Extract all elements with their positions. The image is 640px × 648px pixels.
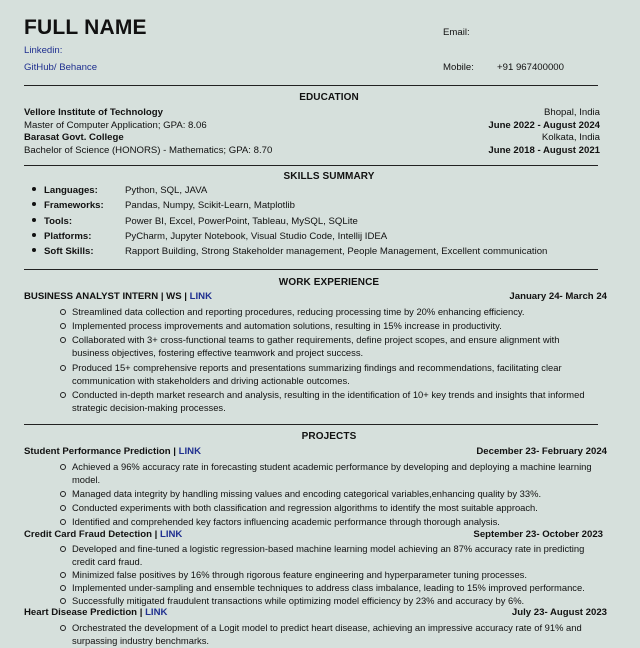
project-title [24,529,182,540]
work-experience-heading: WORK EXPERIENCE [278,277,380,288]
skill-row-frameworks [32,200,295,211]
divider [24,424,598,425]
projects-heading: PROJECTS [301,431,357,442]
list-item: Orchestrated the development of a Logit model to predict heart disease, achieving an impressive accuracy rate of 91% and [60,621,616,635]
bullet-circle [60,572,66,578]
job-link[interactable]: LINK [189,291,213,302]
list-item: Minimized false positives by 16% through rigorous feature engineering and hyperparameter tuning processes. [60,568,616,582]
list-item: Implemented under-sampling and ensemble techniques to address class imbalance, leading to 15% improved performance. [60,581,616,595]
skill-row-soft-skills [32,246,547,257]
skill-label: Tools: [44,216,73,227]
bullet-circle [60,546,66,552]
project-name: Heart Disease Prediction | [24,607,146,618]
project-name: Credit Card Fraud Detection | [24,529,160,540]
bullet-circle [60,519,66,525]
project-link[interactable]: LINK [178,446,202,457]
project-name: Student Performance Prediction | [24,446,179,457]
bullet-dot [32,233,36,237]
bullet-circle [60,505,66,511]
list-item: Successfully mitigated fraudulent transactions while optimizing model efficiency by 23% and accuracy by 6%. [60,594,616,608]
degree: Bachelor of Science (HONORS) - Mathematics; GPA: 8.70 [24,145,273,156]
list-item: Identified and comprehended key factors influencing academic performance through thorough analysis. [60,515,616,529]
project-dates: December 23- February 2024 [476,446,607,457]
bullet-circle [60,491,66,497]
mobile-number: +91 967400000 [497,62,564,73]
bullet-dot [32,187,36,191]
divider [24,269,598,270]
skill-label: Languages: [44,185,98,196]
bullet-dot [32,218,36,222]
school-location: Kolkata, India [541,132,600,143]
github-behance-link[interactable]: GitHub/ Behance [24,62,98,73]
skill-value: Power BI, Excel, PowerPoint, Tableau, MySQL, SQLite [125,216,358,227]
list-item: Produced 15+ comprehensive reports and presentations summarizing findings and recommendations, facilitating clear [60,361,616,375]
bullet-circle [60,392,66,398]
project-title [24,607,167,618]
full-name: FULL NAME [24,16,147,39]
skill-value: Python, SQL, JAVA [125,185,208,196]
bullet-circle [60,337,66,343]
skill-label: Platforms: [44,231,92,242]
project-link[interactable]: LINK [145,607,168,618]
skill-value: PyCharm, Jupyter Notebook, Visual Studio Code, Intellij IDEA [125,231,388,242]
list-item-continued: surpassing industry benchmarks. [72,635,210,646]
bullet-dot [32,248,36,252]
bullet-dot [32,202,36,206]
list-item: Streamlined data collection and reporting procedures, reducing processing time by 20% enhancing efficiency. [60,305,616,319]
degree: Master of Computer Application; GPA: 8.06 [24,120,207,131]
school-name: Vellore Institute of Technology [24,107,163,118]
skill-value: Pandas, Numpy, Scikit-Learn, Matplotlib [125,200,295,211]
bullet-circle [60,309,66,315]
skill-row-tools [32,216,358,227]
list-item-continued: credit card fraud. [72,556,143,567]
school-name: Barasat Govt. College [24,132,124,143]
list-item: Implemented process improvements and automation solutions, resulting in 15% increase in productivity. [60,319,616,333]
job-dates: January 24- March 24 [509,291,607,302]
list-item-continued: model. [72,474,101,485]
education-dates: June 2022 - August 2024 [488,120,600,131]
skill-value: Rapport Building, Strong Stakeholder management, People Management, Excellent communication [125,246,548,257]
list-item-continued: strategic decision-making processes. [72,402,226,413]
list-item: Managed data integrity by handling missing values and encoding categorical variables,enhancing quality by 33%. [60,487,616,501]
project-link[interactable]: LINK [159,529,183,540]
mobile-label: Mobile: [443,62,474,73]
bullet-circle [60,598,66,604]
project-dates: September 23- October 2023 [473,529,603,540]
job-title [24,291,212,302]
bullet-circle [60,464,66,470]
education-dates: June 2018 - August 2021 [488,145,600,156]
education-heading: EDUCATION [299,92,359,103]
skill-row-platforms [32,231,387,242]
list-item-continued: business objectives, fostering effective teamwork and project success. [72,347,364,358]
bullet-circle [60,625,66,631]
bullet-circle [60,323,66,329]
skill-row-languages [32,185,207,196]
list-item: Collaborated with 3+ cross-functional teams to gather requirements, define project scopes, and ensure alignment with [60,333,616,347]
skill-label: Soft Skills: [44,246,94,257]
divider [24,85,598,86]
project-dates: July 23- August 2023 [511,607,607,618]
list-item: Achieved a 96% accuracy rate in forecasting student academic performance by developing and deploying a machine learning [60,460,616,474]
school-location: Bhopal, India [543,107,600,118]
bullet-circle [60,585,66,591]
linkedin-link[interactable]: Linkedin: [24,45,63,56]
skills-heading: SKILLS SUMMARY [283,171,375,182]
list-item: Conducted in-depth market research and analysis, resulting in the identification of 10+ key trends and insights that informed [60,388,616,402]
email-label: Email: [443,27,470,38]
skill-label: Frameworks: [44,200,104,211]
list-item: Conducted experiments with both classification and regression algorithms to identify the most suitable approach. [60,501,616,515]
bullet-circle [60,365,66,371]
list-item-continued: communication with stakeholders and driving actionable outcomes. [72,375,350,386]
project-title [24,446,201,457]
divider [24,165,598,166]
job-role: BUSINESS ANALYST INTERN | WS | [24,291,190,302]
list-item: Developed and fine-tuned a logistic regression-based machine learning model achieving an 87% accuracy rate in predicting [60,542,616,556]
